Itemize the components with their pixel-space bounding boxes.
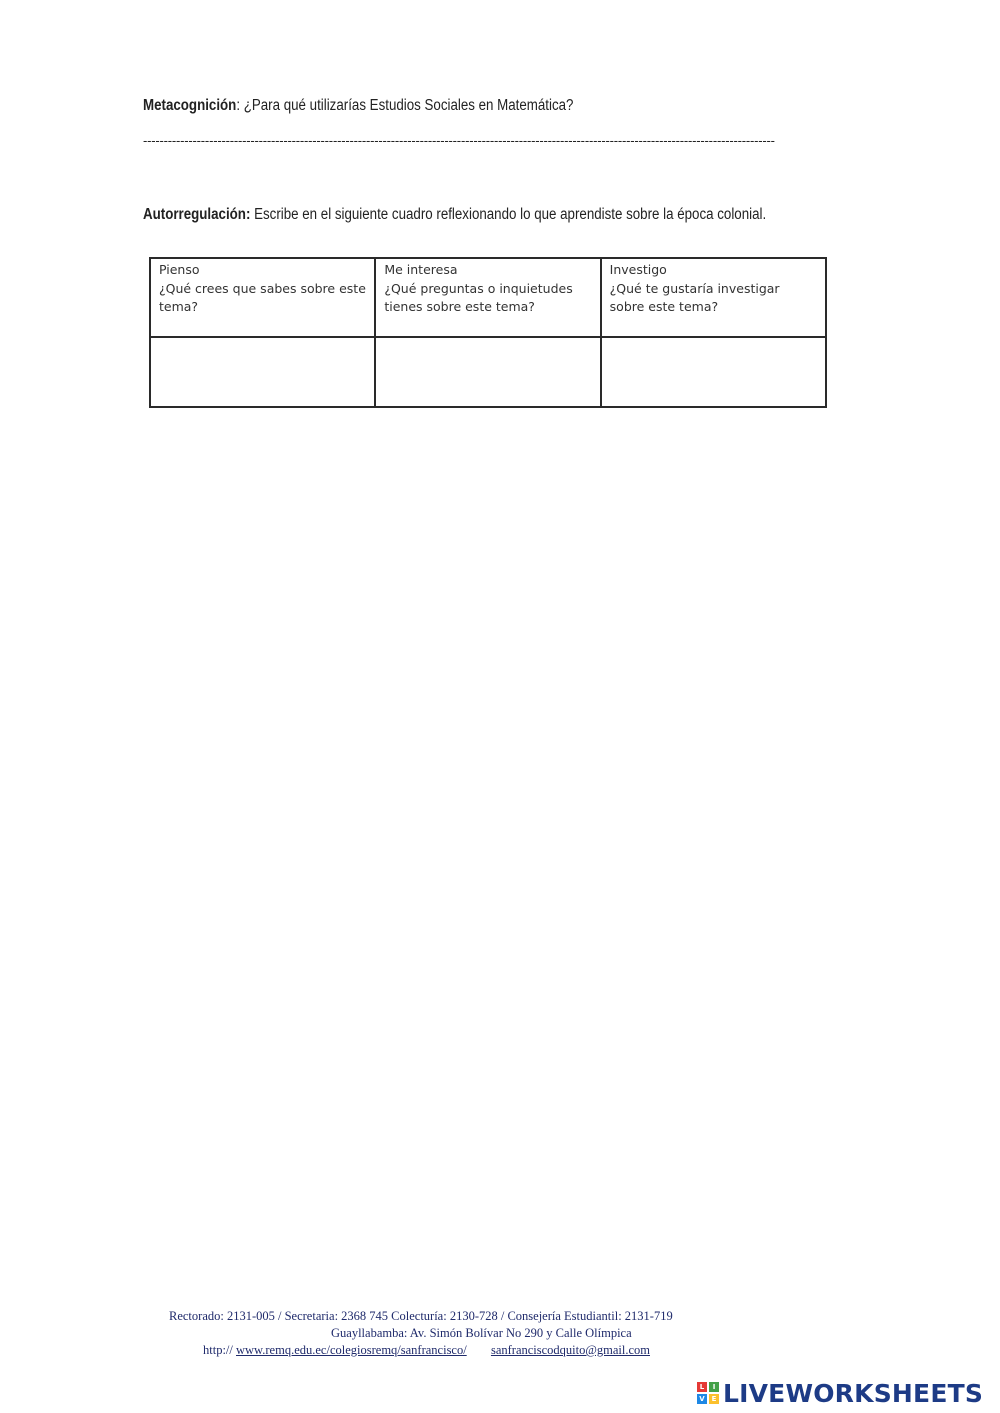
header-cell-pienso [150,258,375,337]
metacognition-label: Metacognición [143,97,237,114]
column-question: ¿Qué preguntas o inquietudes tienes sobre este tema? [384,280,573,314]
header-cell-investigo [601,258,826,337]
brand-name: LIVEWORKSHEETS [723,1378,984,1408]
answer-line[interactable]: --------------------------------------------------------------------------------------------------------------------------------------------------------- [143,133,775,148]
logo-letter-e: E [709,1394,719,1404]
metacognition-text: : ¿Para qué utilizarías Estudios Sociales en Matemática? [236,97,574,114]
logo-letter-i: I [709,1382,719,1392]
footer-links [203,1342,650,1359]
column-title: Me interesa [384,262,458,277]
metacognition-question [143,97,797,115]
table-header-row [150,258,826,337]
logo-letter-l: L [697,1382,707,1392]
table-answer-row [150,337,826,407]
header-cell-me-interesa [375,258,600,337]
footer-address: Guayllabamba: Av. Simón Bolívar No 290 y Calle Olímpica [331,1326,632,1340]
logo-letter-v: V [697,1394,707,1404]
answer-cell-me-interesa[interactable] [375,337,600,407]
footer-contacts: Rectorado: 2131-005 / Secretaria: 2368 745 Colecturía: 2130-728 / Consejería Estudiantil: 2131-719 [169,1309,673,1323]
self-regulation-instruction [143,206,883,224]
website-link[interactable]: www.remq.edu.ec/colegiosremq/sanfrancisco/ [236,1343,467,1357]
self-regulation-label: Autorregulación: [143,206,251,223]
email-link[interactable]: sanfranciscodquito@gmail.com [490,1343,650,1357]
column-title: Pienso [159,262,200,277]
liveworksheets-logo[interactable] [697,1376,983,1410]
answer-cell-investigo[interactable] [601,337,826,407]
live-logo-icon [697,1382,719,1404]
http-prefix: http:// [203,1343,233,1357]
self-regulation-text: Escribe en el siguiente cuadro reflexionando lo que aprendiste sobre la época colonial. [250,206,767,223]
column-title: Investigo [609,262,667,277]
answer-cell-pienso[interactable] [150,337,375,407]
reflection-table [149,257,827,408]
column-question: ¿Qué crees que sabes sobre este tema? [159,280,366,314]
column-question: ¿Qué te gustaría investigar sobre este tema? [609,280,780,314]
